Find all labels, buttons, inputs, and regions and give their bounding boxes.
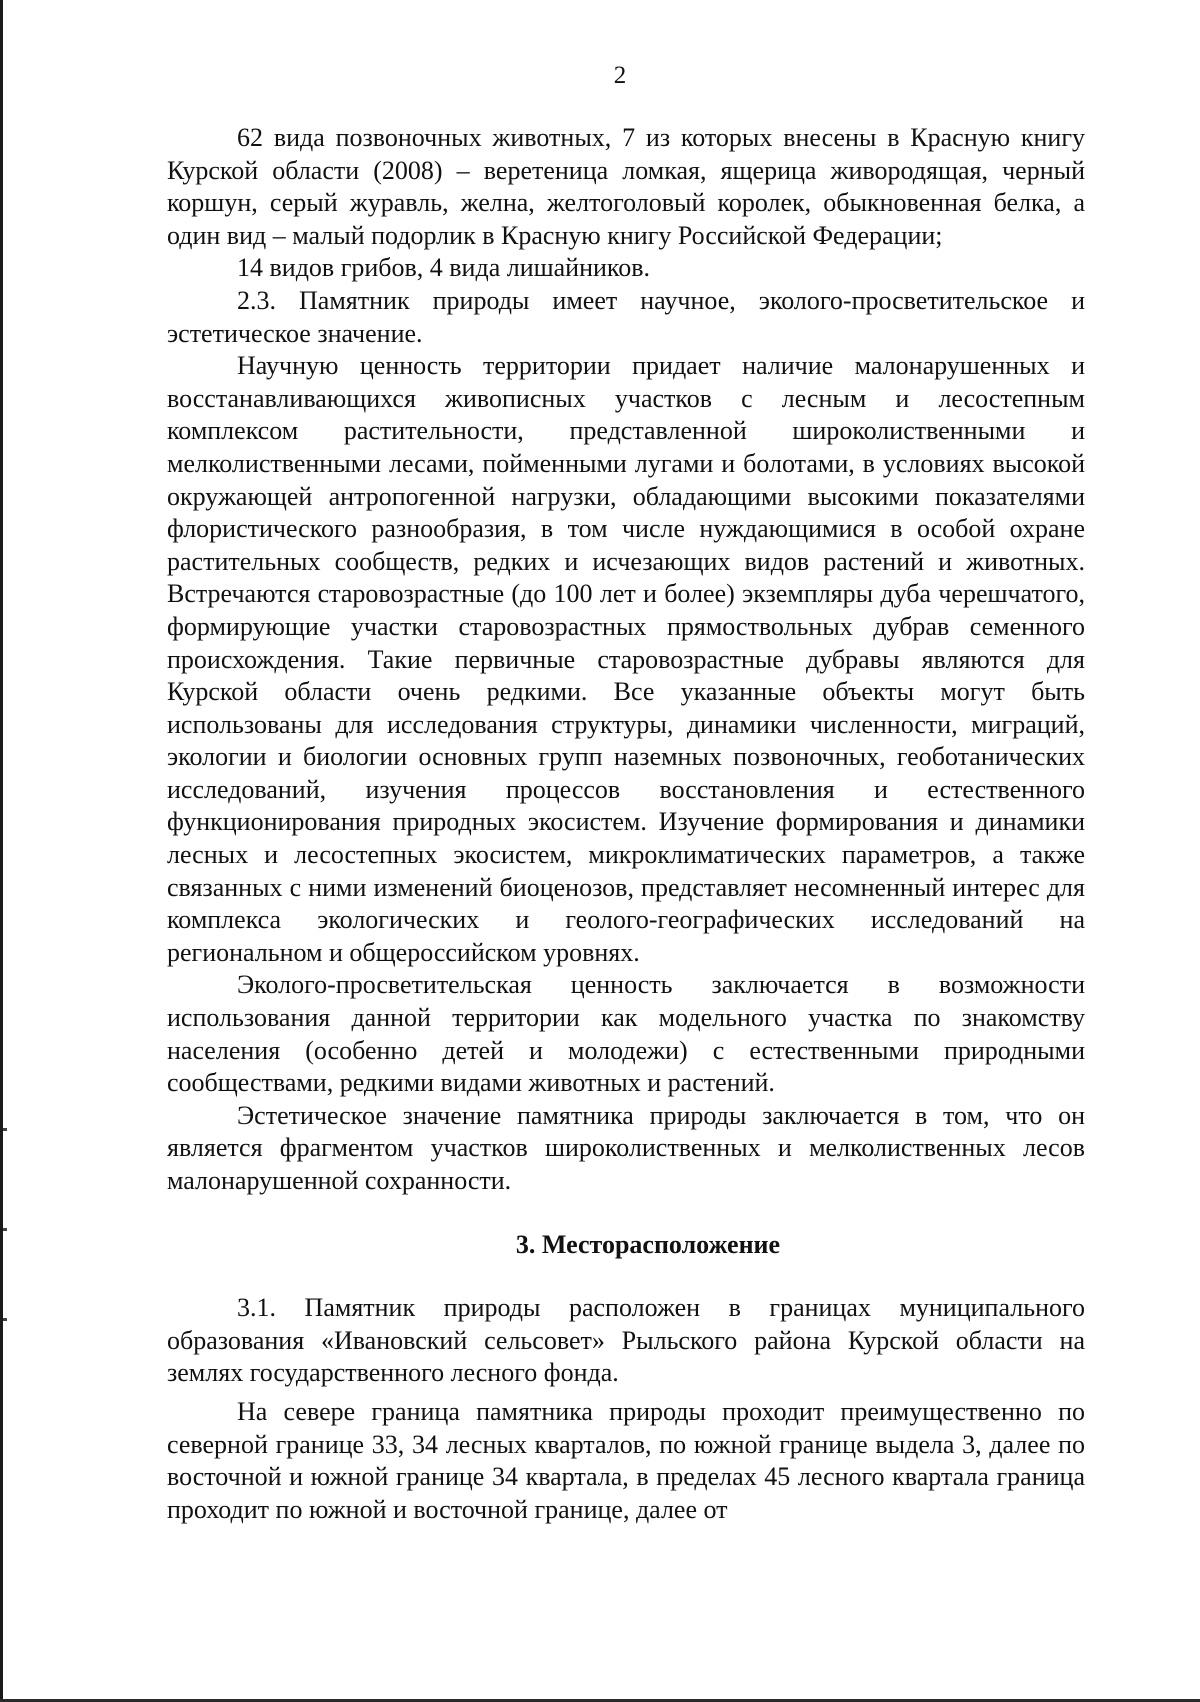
document-body	[167, 122, 1085, 1526]
paragraph: На севере граница памятника природы проходит преимущественно по северной границе 33, 34 лесных кварталов, по южной границе выдела 3, далее по восточной и южной границе 34 квартала, в пределах 45 лесного квартала граница проходит по южной и восточной границе, далее от	[167, 1396, 1085, 1524]
paragraph: Эколого-просветительская ценность заключается в возможности использования данной территории как модельного участка по знакомству населения (особенно детей и молодежи) с естественными природными сообществами, редкими видами животных и растений.	[167, 970, 1085, 1098]
scan-mark	[3, 1228, 7, 1231]
scan-edge-left	[0, 0, 3, 1702]
scan-mark	[3, 1318, 7, 1321]
paragraph: 3.1. Памятник природы расположен в границах муниципального образования «Ивановский сельсовет» Рыльского района Курской области на землях государственного лесного фонда.	[167, 1293, 1085, 1388]
paragraph: Эстетическое значение памятника природы заключается в том, что он является фрагментом участков широколиственных и мелколиственных лесов малонарушенной сохранности.	[167, 1100, 1085, 1195]
paragraph: 14 видов грибов, 4 вида лишайников.	[237, 253, 651, 283]
page-number: 2	[613, 62, 627, 89]
scan-mark	[3, 1128, 7, 1131]
paragraph: 62 вида позвоночных животных, 7 из которых внесены в Красную книгу Курской области (2008) – веретеница ломкая, ящерица живородящая, черный коршун, серый журавль, желна, желтоголовый королек, обыкновенная белка, а один вид – малый подорлик в Красную книгу Российской Федерации;	[167, 123, 1085, 250]
paragraph: Научную ценность территории придает наличие малонарушенных и восстанавливающихся живописных участков с лесным и лесостепным комплексом растительности, представленной широколиственными и мелколиственными лесами, пойменными лугами и болотами, в условиях высокой окружающей антропогенной нагрузки, обладающими высокими показателями флористического разнообразия, в том числе нуждающимися в особой охране растительных сообществ, редких и исчезающих видов растений и животных. Встречаются старовозрастные (до 100 лет и более) экземпляры дуба черешчатого, формирующие участки старовозрастных прямоствольных дубрав семенного происхождения. Такие первичные старовозрастные дубравы являются для Курской области очень редкими. Все указанные объекты могут быть использованы для исследования структуры, динамики численности, миграций, экологии и биологии основных групп наземных позвоночных, геоботанических исследований, изучения процессов восстановления и естественного функционирования природных экосистем. Изучение формирования и динамики лесных и лесостепных экосистем, микроклиматических параметров, а также связанных с ними изменений биоценозов, представляет несомненный интерес для комплекса экологических и геолого-географических исследований на региональном и общероссийском уровнях.	[167, 351, 1085, 967]
section-heading-text: 3. Месторасположение	[515, 1229, 781, 1259]
section-heading	[167, 1229, 1085, 1262]
paragraph: 2.3. Памятник природы имеет научное, эколого-просветительское и эстетическое значение.	[167, 285, 1085, 348]
